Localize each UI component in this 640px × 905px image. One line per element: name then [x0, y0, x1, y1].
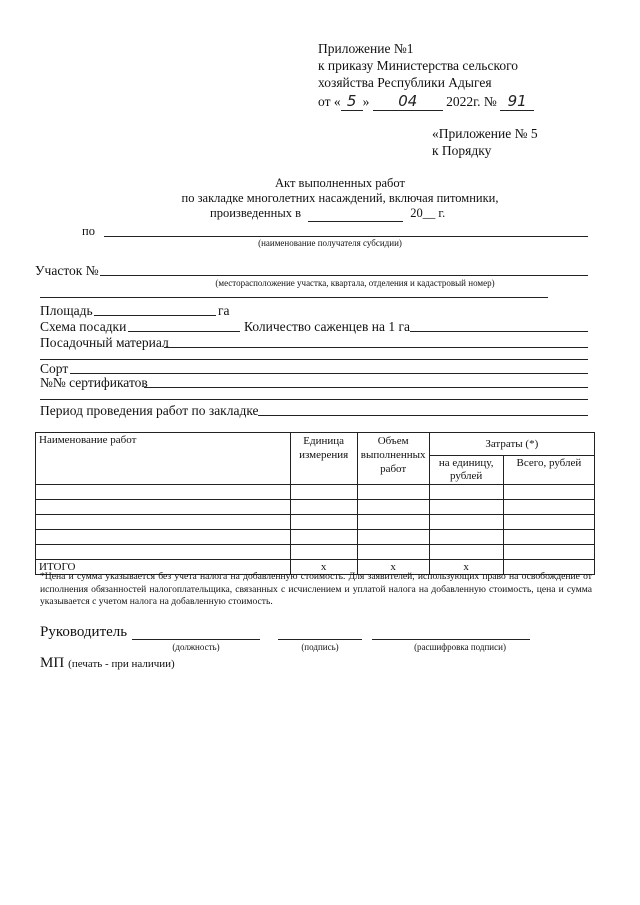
plot-line[interactable]	[100, 275, 588, 276]
table-row[interactable]	[36, 500, 595, 515]
recipient-label: по	[82, 224, 95, 238]
title-year: 20__ г.	[410, 206, 446, 220]
sign-caption: (подпись)	[301, 642, 339, 652]
material-label: Посадочный материал	[40, 335, 169, 350]
table-row[interactable]	[36, 530, 595, 545]
table-row[interactable]	[36, 545, 595, 560]
date-day: 5	[341, 92, 363, 111]
variety-label: Сорт	[40, 361, 69, 376]
appendix-date-line	[318, 92, 534, 111]
appendix5-line-1: «Приложение № 5	[432, 126, 538, 141]
total-per-unit-x: x	[429, 560, 503, 575]
total-label: ИТОГО	[36, 560, 291, 575]
stamp-note: (печать - при наличии)	[68, 658, 175, 670]
total-volume-x: x	[357, 560, 429, 575]
recipient-caption: (наименование получателя субсидии)	[258, 238, 402, 248]
position-line[interactable]	[132, 639, 260, 640]
plot-line-2[interactable]	[40, 297, 548, 298]
appendix-line-1: Приложение №1	[318, 41, 414, 56]
col-total-header: Всего, рублей	[503, 456, 594, 485]
stamp-label: МП	[40, 655, 65, 671]
period-line[interactable]	[258, 415, 588, 416]
area-unit: га	[218, 303, 230, 318]
scheme-label: Схема посадки	[40, 319, 127, 334]
table-row[interactable]	[36, 515, 595, 530]
scheme-line[interactable]	[128, 331, 240, 332]
table-header-row	[36, 433, 595, 456]
date-month: 04	[373, 92, 443, 111]
col-costs-header: Затраты (*)	[429, 433, 594, 456]
appendix-line-3: хозяйства Республики Адыгея	[318, 75, 492, 90]
title-line-3	[210, 206, 445, 222]
works-table	[35, 432, 595, 575]
sign-line[interactable]	[278, 639, 362, 640]
stamp-line	[40, 654, 175, 672]
date-year: 2022г. №	[446, 94, 497, 109]
total-unit-x: x	[290, 560, 357, 575]
period-label: Период проведения работ по закладке	[40, 403, 259, 418]
area-label: Площадь	[40, 303, 93, 318]
col-name-header: Наименование работ	[36, 433, 291, 485]
variety-line[interactable]	[70, 373, 588, 374]
certificates-line[interactable]	[144, 387, 588, 388]
seedlings-label: Количество саженцев на 1 га	[244, 319, 411, 334]
col-per-unit-header: на единицу, рублей	[429, 456, 503, 485]
recipient-line[interactable]	[104, 236, 588, 237]
certificates-line-2[interactable]	[40, 399, 588, 400]
title-line-1: Акт выполненных работ	[275, 176, 405, 190]
table-row[interactable]	[36, 485, 595, 500]
seedlings-line[interactable]	[410, 331, 588, 332]
material-line-2[interactable]	[40, 359, 588, 360]
appendix5-line-2: к Порядку	[432, 143, 492, 158]
title-produced-label: произведенных в	[210, 206, 301, 220]
appendix-line-2: к приказу Министерства сельского	[318, 58, 519, 73]
position-caption: (должность)	[172, 642, 220, 652]
date-prefix: от «	[318, 94, 341, 109]
col-volume-header: Объем выполненных работ	[357, 433, 429, 485]
certificates-label: №№ сертификатов	[40, 375, 148, 390]
head-label: Руководитель	[40, 624, 128, 640]
area-line[interactable]	[94, 315, 216, 316]
title-line-2: по закладке многолетних насаждений, включая питомники,	[181, 191, 499, 205]
date-mid: »	[362, 94, 370, 109]
title-period-blank	[308, 206, 403, 222]
decode-line[interactable]	[372, 639, 530, 640]
footnote: *Цена и сумма указывается без учета налога на добавленную стоимость. Для заявителей, использующих право на освобождение от исполнения обязанностей налогоплательщика, связанных с исчислением и уплатой налога на добавленную стоимость, цена и сумма указывается с учетом налога на добавленную стоимость.	[40, 571, 592, 607]
decode-caption: (расшифровка подписи)	[414, 642, 506, 652]
col-unit-header: Единица измерения	[290, 433, 357, 485]
material-line[interactable]	[164, 347, 588, 348]
date-number: 91	[500, 92, 534, 111]
plot-label: Участок №	[35, 263, 99, 278]
plot-caption: (месторасположение участка, квартала, отделения и кадастровый номер)	[215, 278, 495, 288]
